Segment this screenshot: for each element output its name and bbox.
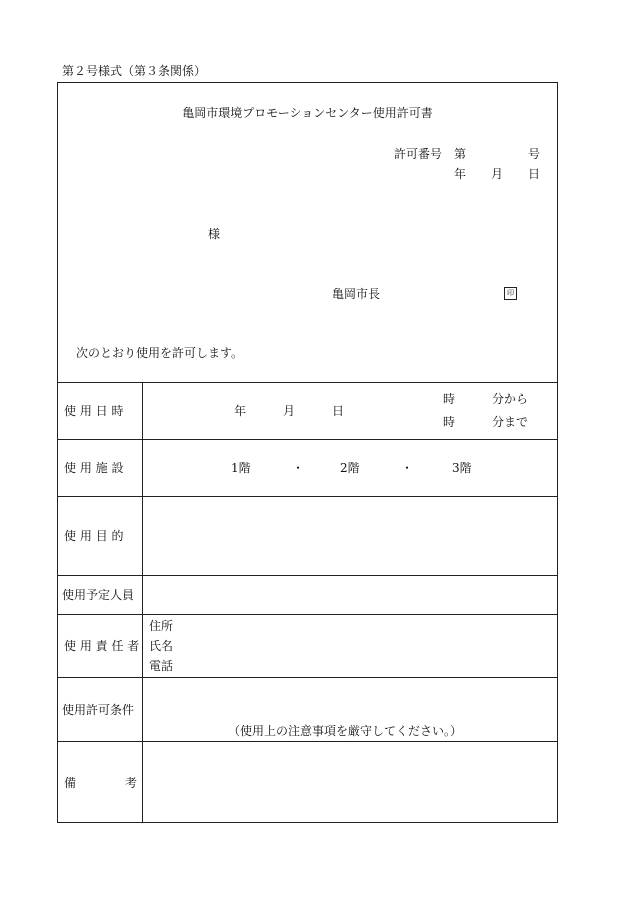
use-year: 年 [234,404,247,418]
row-label-facility: 使 用 施 設 [64,461,124,475]
label-column-divider [142,382,143,823]
row-divider [57,496,558,497]
row-divider [57,614,558,615]
permit-number-label: 許可番号 [394,147,443,161]
responsible-address-label: 住所 [149,619,174,633]
issue-day: 日 [528,167,541,181]
responsible-name-label: 氏名 [149,639,174,653]
facility-floor-2: 2階 [340,461,360,475]
use-minute-from: 分から [492,392,529,406]
issue-year: 年 [454,167,467,181]
addressee-suffix: 様 [208,227,221,241]
facility-floor-3: 3階 [452,461,472,475]
facility-separator: ・ [401,461,414,475]
row-label-purpose: 使 用 目 的 [64,529,124,543]
row-divider [57,575,558,576]
row-label-conditions: 使用許可条件 [62,703,135,717]
use-month: 月 [283,404,296,418]
issue-month: 月 [491,167,504,181]
facility-floor-1: 1階 [231,461,251,475]
use-hour-from: 時 [443,392,456,406]
row-divider [57,741,558,742]
permit-number-dai: 第 [454,147,467,161]
row-divider [57,677,558,678]
use-hour-to: 時 [443,415,456,429]
row-divider [57,382,558,383]
use-day: 日 [332,404,345,418]
responsible-phone-label: 電話 [149,659,174,673]
use-minute-to: 分まで [492,415,529,429]
issuer-name: 亀岡市長 [332,287,381,301]
row-divider [57,439,558,440]
seal-icon: 印 [504,287,517,300]
form-number-label: 第２号様式（第３条関係） [62,64,207,78]
facility-separator: ・ [292,461,305,475]
row-label-date: 使 用 日 時 [64,404,124,418]
row-label-responsible: 使 用 責 任 者 [64,639,140,653]
permit-number-go: 号 [528,147,541,161]
intro-text: 次のとおり使用を許可します。 [76,346,244,360]
row-label-expected-people: 使用予定人員 [62,588,135,602]
row-label-remarks-right: 考 [125,776,138,790]
conditions-note: （使用上の注意事項を厳守してください。） [228,724,463,738]
document-title: 亀岡市環境プロモーションセンター使用許可書 [182,106,433,120]
row-label-remarks-left: 備 [64,776,77,790]
